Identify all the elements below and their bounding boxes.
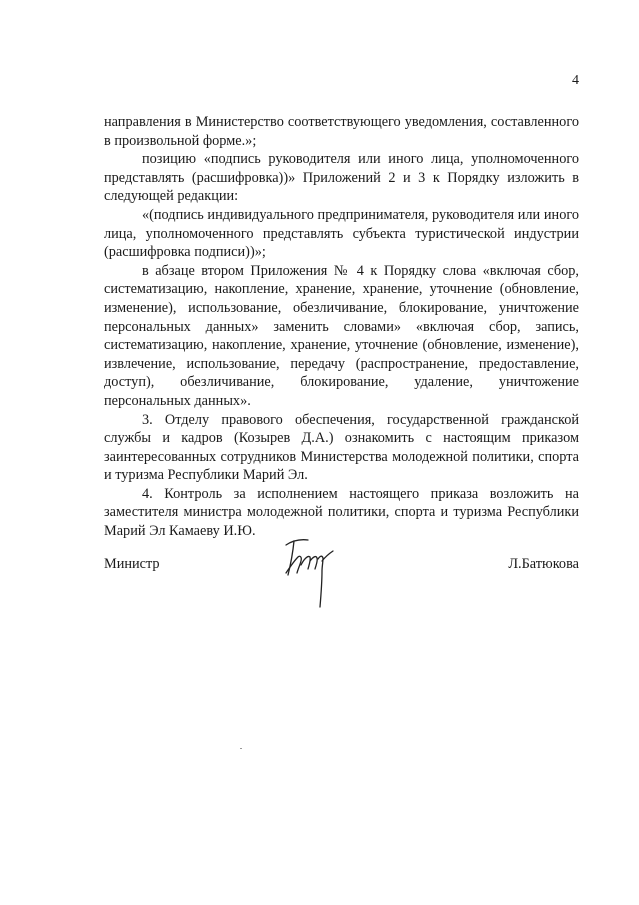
scan-artifact [240, 748, 242, 749]
signatory-name: Л.Батюкова [508, 556, 579, 572]
handwritten-signature [282, 527, 352, 612]
paragraph-new-wording: «(подпись индивидуального предпринимателя, руководителя или иного лица, уполномоченного представлять субъекта туристической индустрии (расшифровка подписи))»; [104, 206, 579, 261]
paragraph-item-4: 4. Контроль за исполнением настоящего приказа возложить на заместителя министра молодежной политики, спорта и туризма Республики Марий Эл Камаеву И.Ю. [104, 485, 579, 540]
document-body [104, 113, 579, 541]
signatory-title: Министр [104, 556, 160, 572]
paragraph-appendix-4: в абзаце втором Приложения № 4 к Порядку слова «включая сбор, систематизацию, накопление, хранение, хранение, уточнение (обновление, изменение), использование, обезличивание, блокирование, уничтожение персональных данных» заменить словами» «включая сбор, запись, систематизацию, накопление, хранение, уточнение (обновление, изменение), извлечение, использование, передачу (распространение, предоставление, доступ), обезличивание, блокирование, удаление, уничтожение персональных данных». [104, 262, 579, 409]
page-number: 4 [572, 73, 579, 88]
paragraph-continuation: направления в Министерство соответствующего уведомления, составленного в произвольной форме.»; [104, 114, 579, 149]
paragraph-signature-position: позицию «подпись руководителя или иного лица, уполномоченного представлять (расшифровка))» Приложений 2 и 3 к Порядку изложить в следующей редакции: [104, 151, 579, 205]
paragraph-item-3: 3. Отделу правового обеспечения, государственной гражданской службы и кадров (Козырев Д.А.) ознакомить с настоящим приказом заинтересованных сотрудников Министерства молодежной политики, спорта и туризма Республики Марий Эл. [104, 411, 579, 484]
